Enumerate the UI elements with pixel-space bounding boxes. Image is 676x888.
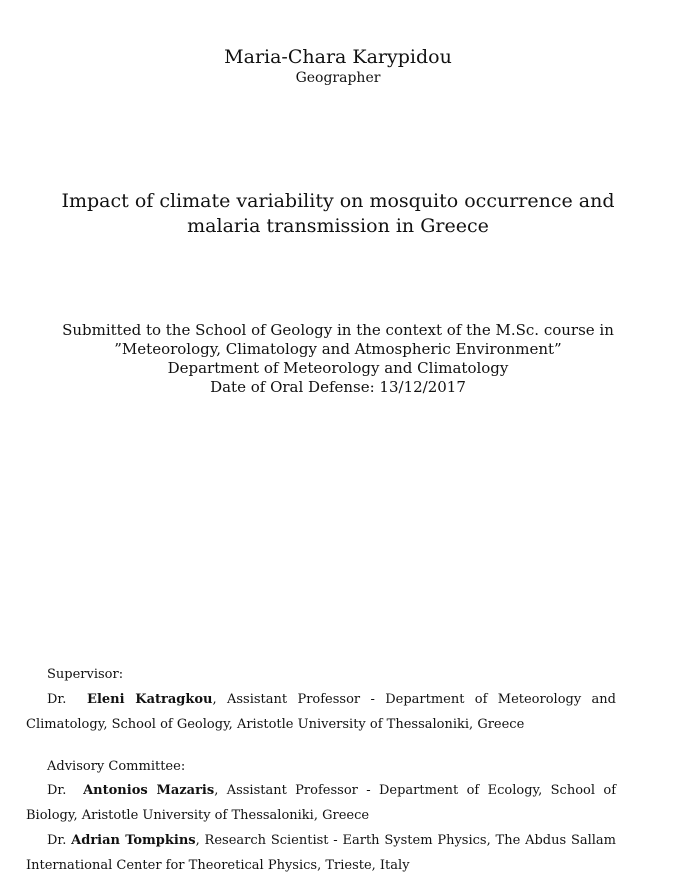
member-prefix: Dr.	[47, 783, 67, 798]
member-affiliation: , Research Scientist - Earth System Physics, The Abdus Sallam International Center for Theoretical Physics, Trieste, Italy	[26, 833, 616, 873]
member-affiliation: , Assistant Professor - Department of Ecology, School of Biology, Aristotle University of Thessaloniki, Greece	[26, 783, 617, 823]
submission-course-line: Submitted to the School of Geology in the context of the M.Sc. course in	[62, 321, 614, 339]
author-role: Geographer	[295, 70, 381, 86]
committee-entry	[26, 778, 616, 828]
supervisor-label: Supervisor:	[47, 667, 124, 682]
submission-defense-date: Date of Oral Defense: 13/12/2017	[210, 378, 466, 396]
submission-program-line: ”Meteorology, Climatology and Atmospheric Environment”	[114, 340, 562, 358]
member-prefix: Dr.	[47, 833, 67, 848]
member-affiliation: , Assistant Professor - Department of Meteorology and Climatology, School of Geology, Aristotle University of Thessaloniki, Greece	[26, 692, 616, 732]
member-name: Adrian Tompkins	[71, 833, 196, 848]
thesis-title: Impact of climate variability on mosquito occurrence and malaria transmission in Greece	[61, 190, 615, 237]
supervisor-entry	[26, 687, 616, 737]
author-name: Maria-Chara Karypidou	[224, 46, 452, 68]
advisory-committee-label: Advisory Committee:	[47, 759, 186, 774]
member-name: Eleni Katragkou	[87, 692, 213, 707]
member-prefix: Dr.	[47, 692, 67, 707]
committee-entry	[26, 828, 616, 878]
member-name: Antonios Mazaris	[83, 783, 215, 798]
submission-department-line: Department of Meteorology and Climatology	[167, 359, 509, 377]
submission-block	[40, 321, 636, 397]
